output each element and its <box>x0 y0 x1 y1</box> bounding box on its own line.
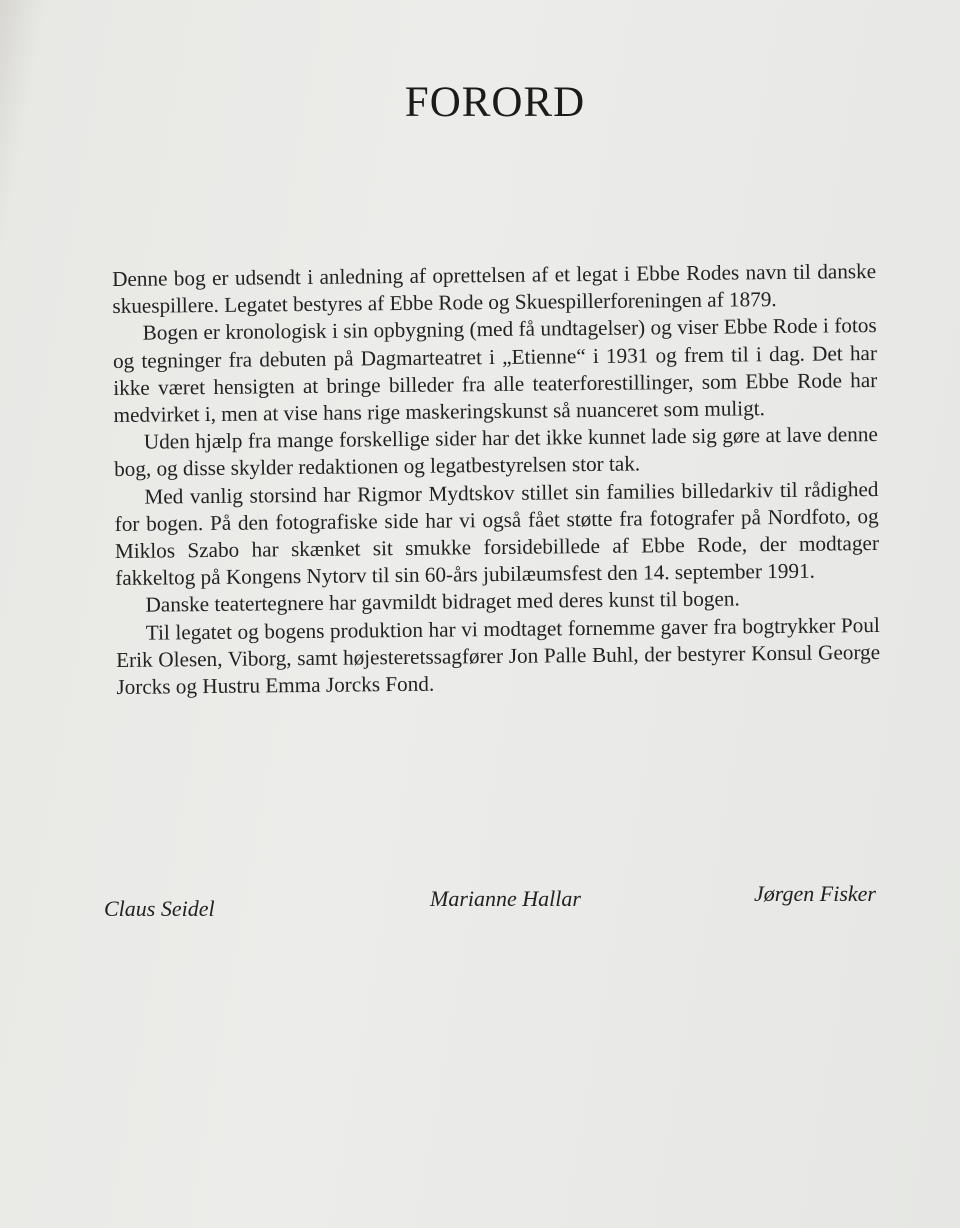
page-title: FORORD <box>404 79 586 126</box>
signature-claus-seidel: Claus Seidel <box>104 896 215 921</box>
paragraph-4: Med vanlig storsind har Rigmor Mydtskov stillet sin families billedarkiv til rådighed for bogen. På den fotografiske side har vi også fået støtte fra fotografer på Nordfoto, og Miklos Szabo har skænket sit smukke forsidebillede af Ebbe Rode, der modtager fakkeltog på Kongens Nytorv til sin 60-års jubilæumsfest den 14. september 1991. <box>114 476 880 591</box>
paragraph-1: Denne bog er udsendt i anledning af oprettelsen af et legat i Ebbe Rodes navn til danske skuespillere. Legatet bestyres af Ebbe Rode og Skuespillerforeningen af 1879. <box>112 258 877 319</box>
paragraph-6: Til legatet og bogens produktion har vi modtaget fornemme gaver fra bogtrykker Poul Erik Olesen, Viborg, samt højesteretssagfører Jon Palle Buhl, der bestyrer Konsul George Jorcks og Hustru Emma Jorcks Fond. <box>115 612 881 700</box>
foreword-text <box>112 258 881 701</box>
paragraph-5: Danske teatertegnere har gavmildt bidraget med deres kunst til bogen. <box>145 586 740 618</box>
paragraph-3: Uden hjælp fra mange forskellige sider har det ikke kunnet lade sig gøre at lave denne bog, og disse skylder redaktionen og legatbestyrelsen stor tak. <box>114 422 878 482</box>
paragraph-2: Bogen er kronologisk i sin opbygning (med få undtagelser) og viser Ebbe Rode i fotos og tegninger fra debuten på Dagmarteatret i „Etienne“ i 1931 og frem til i dag. Det har ikke været hensigten at bringe billeder fra alle teaterforestillinger, som Ebbe Rode har medvirket i, men at vise hans rige maskeringskunst så nuanceret som muligt. <box>112 313 878 428</box>
signature-marianne-hallar: Marianne Hallar <box>430 886 581 911</box>
signature-jorgen-fisker: Jørgen Fisker <box>754 881 876 906</box>
